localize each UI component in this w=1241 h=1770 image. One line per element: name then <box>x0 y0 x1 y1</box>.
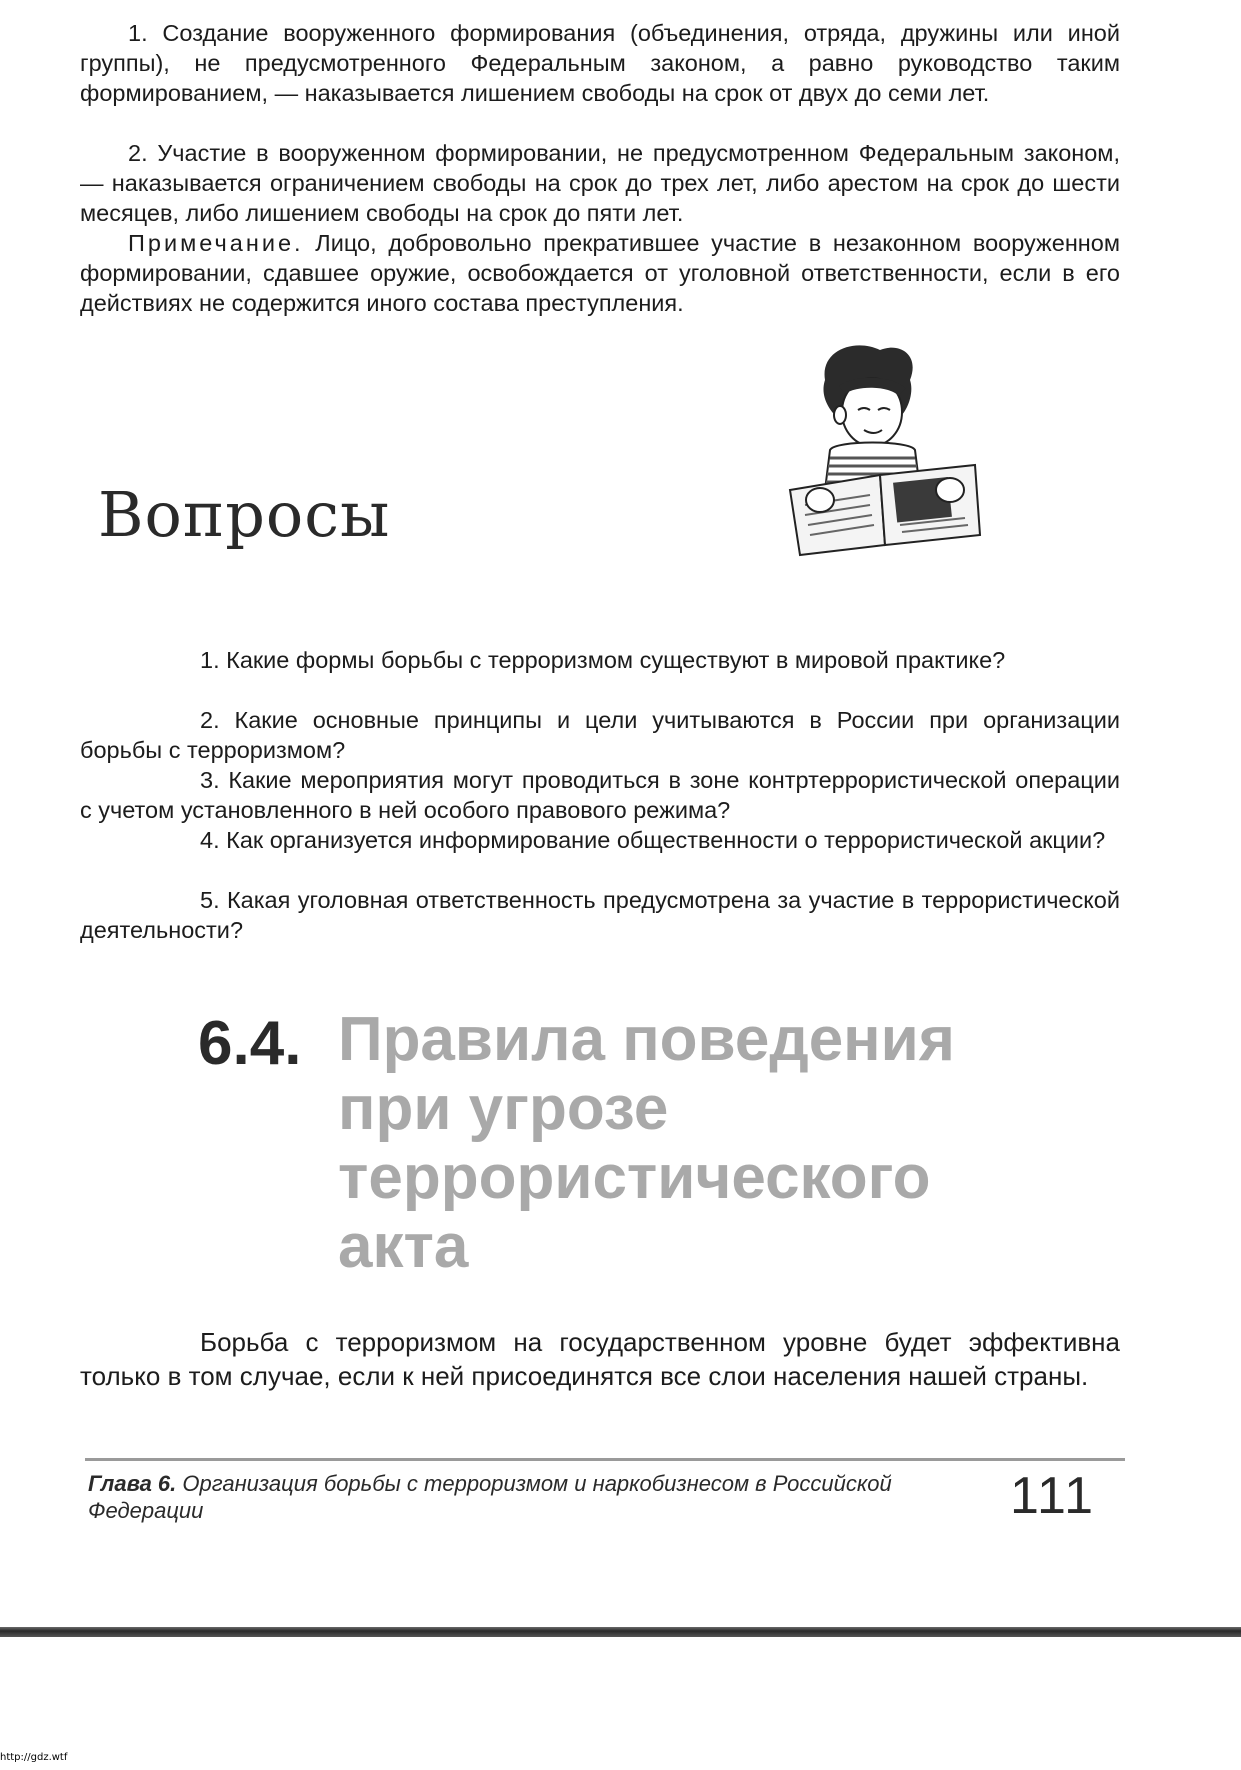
note-text: Лицо, добровольно прекратившее участие в незаконном вооруженном формировании, сдавшее оружие, освобождается от уголовной ответственности, если в его действиях не содержится иного состава преступления. <box>80 230 1120 316</box>
law-paragraph-2: 2. Участие в вооруженном формировании, не предусмотренном Федеральным законом, — наказывается ограничением свободы на срок до трех лет, либо арестом на срок до шести месяцев, либо лишением свободы на срок до пяти лет. <box>80 140 1120 226</box>
question-1: 1. Какие формы борьбы с терроризмом существуют в мировой практике? <box>200 647 1006 673</box>
questions-heading: Вопросы <box>98 478 391 551</box>
question-5: 5. Какая уголовная ответственность предусмотрена за участие в террористической деятельности? <box>80 887 1120 943</box>
footer-divider <box>85 1458 1125 1461</box>
note-label: Примечание. <box>128 230 304 256</box>
section-number: 6.4. <box>198 1009 302 1078</box>
scan-edge-bar <box>0 1627 1241 1637</box>
section-intro: Борьба с терроризмом на государственном уровне будет эффективна только в том случае, если к ней присоединятся все слои населения нашей страны. <box>80 1327 1120 1391</box>
question-3: 3. Какие мероприятия могут проводиться в зоне контртеррористической операции с учетом установленного в ней особого правового режима? <box>80 767 1120 823</box>
question-4: 4. Как организуется информирование общественности о террористической акции? <box>200 827 1106 853</box>
chapter-label: Глава 6. <box>88 1471 177 1496</box>
chapter-footer <box>88 1470 948 1524</box>
boy-reading-illustration <box>780 340 1000 570</box>
section-title: Правила поведения при угрозе террористического акта <box>338 1005 955 1281</box>
law-note <box>80 228 1120 318</box>
watermark-link[interactable]: http://gdz.wtf <box>0 1752 68 1763</box>
law-paragraph-1: 1. Создание вооруженного формирования (объединения, отряда, дружины или иной группы), не предусмотренного Федеральным законом, а равно руководство таким формированием, — наказывается лишением свободы на срок от двух до семи лет. <box>80 20 1120 106</box>
question-2: 2. Какие основные принципы и цели учитываются в России при организации борьбы с терроризмом? <box>80 707 1120 763</box>
page-number: 111 <box>1010 1467 1096 1525</box>
chapter-text: Организация борьбы с терроризмом и наркобизнесом в Российской Федерации <box>88 1471 892 1523</box>
